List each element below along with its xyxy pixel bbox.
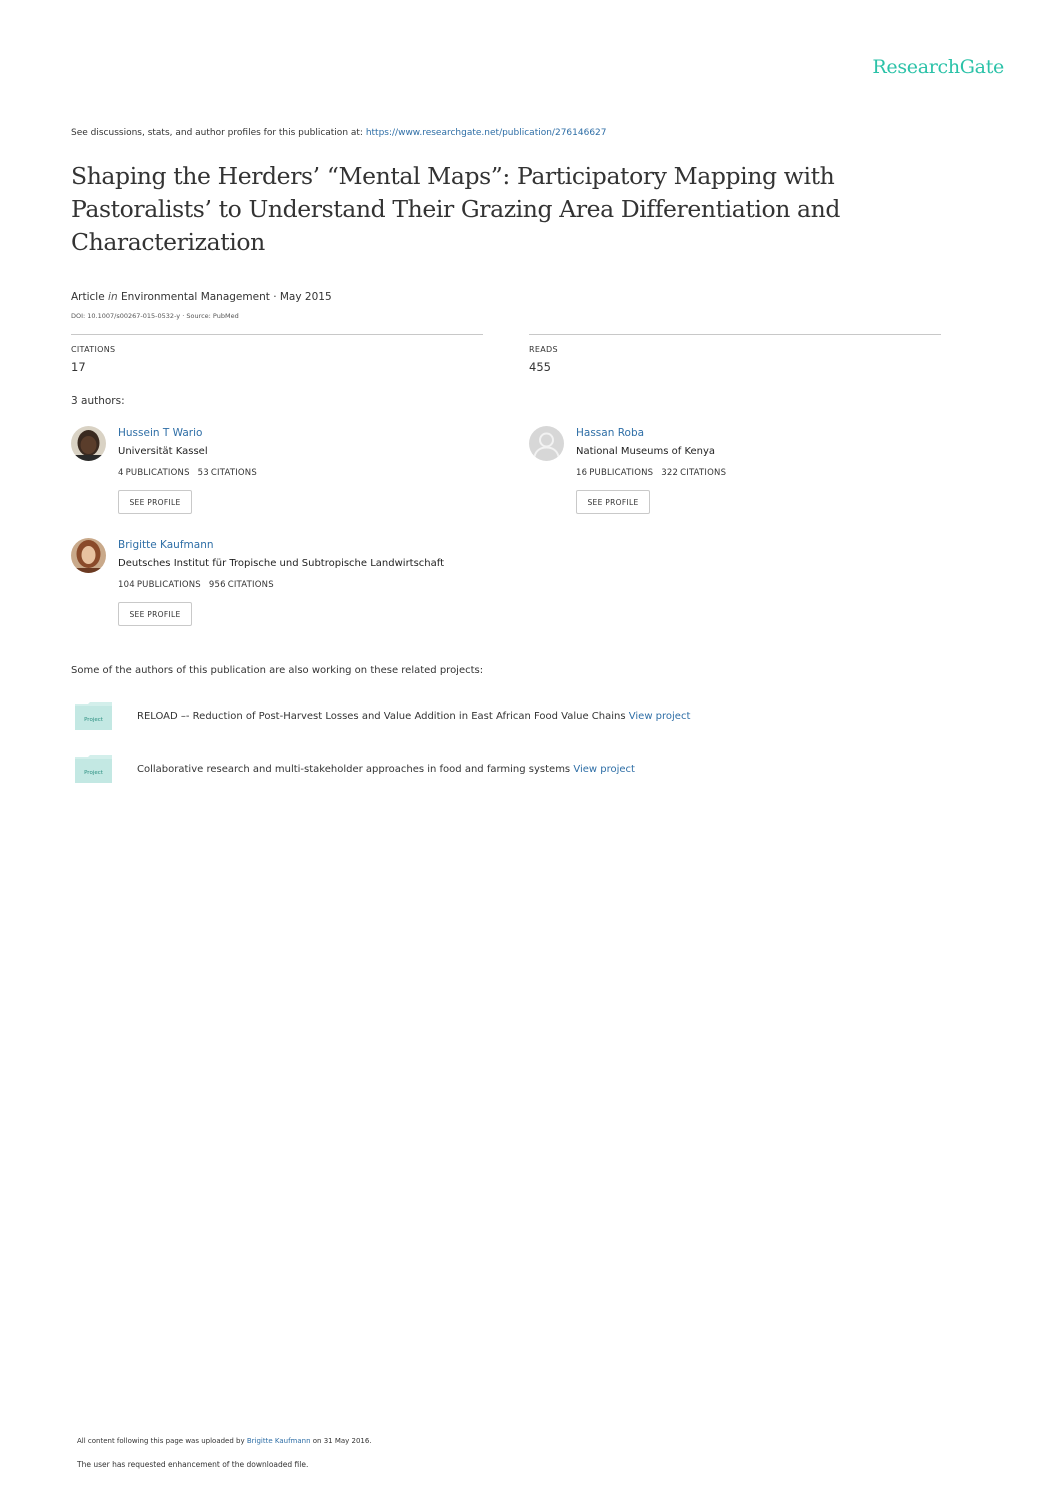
see-profile-button[interactable]: SEE PROFILE [118, 490, 192, 514]
publications-label: PUBLICATIONS [136, 580, 201, 590]
default-avatar-icon[interactable] [529, 426, 564, 461]
upload-note-date: on 31 May 2016. [310, 1437, 372, 1445]
related-project-item [137, 711, 690, 722]
publications-count: 4 [118, 468, 124, 478]
see-profile-button[interactable]: SEE PROFILE [118, 602, 192, 626]
reads-value: 455 [529, 360, 551, 374]
author-photo-icon[interactable] [71, 426, 106, 461]
journal-date: Environmental Management · May 2015 [120, 291, 332, 303]
related-project-item [137, 764, 635, 775]
citations-value: 17 [71, 360, 86, 374]
doi-source: DOI: 10.1007/s00267-015-0532-y · Source: PubMed [71, 312, 239, 320]
citations-label: CITATIONS [71, 345, 116, 354]
citations-count: 956 [208, 580, 226, 590]
citations-label: CITATIONS [227, 580, 274, 590]
uploader-link[interactable]: Brigitte Kaufmann [246, 1437, 311, 1445]
author-stats [118, 580, 274, 590]
related-projects-heading: Some of the authors of this publication are also working on these related projects: [71, 665, 484, 676]
citations-count: 322 [661, 468, 679, 478]
publications-label: PUBLICATIONS [589, 468, 654, 478]
author-name-link[interactable]: Brigitte Kaufmann [118, 539, 214, 551]
author-name-link[interactable]: Hussein T Wario [118, 427, 203, 439]
see-profile-button[interactable]: SEE PROFILE [576, 490, 650, 514]
upload-note-prefix: All content following this page was uploaded by [77, 1437, 247, 1445]
author-name-link[interactable]: Hassan Roba [576, 427, 645, 439]
publication-meta [71, 291, 332, 303]
see-discussions-line [71, 128, 607, 138]
project-folder-icon[interactable] [74, 701, 113, 731]
view-project-link[interactable]: View project [573, 764, 635, 775]
view-project-link[interactable]: View project [628, 711, 691, 722]
citations-label: CITATIONS [210, 468, 257, 478]
publication-title: Shaping the Herders’ “Mental Maps”: Participatory Mapping with Pastoralists’ to Understand Their Grazing Area Differentiation and Characterization [71, 162, 841, 256]
citations-label: CITATIONS [680, 468, 727, 478]
author-photo-icon[interactable] [71, 538, 106, 573]
researchgate-logo[interactable]: ResearchGate [872, 56, 1004, 78]
author-institution: Universität Kassel [118, 446, 208, 457]
citations-count: 53 [197, 468, 209, 478]
reads-label: READS [529, 345, 558, 354]
see-discussions-text: See discussions, stats, and author profiles for this publication at: [71, 128, 366, 138]
divider-left [71, 334, 483, 335]
project-title: RELOAD –- Reduction of Post-Harvest Losses and Value Addition in East African Food Value Chains [137, 711, 629, 722]
project-icon-label: Project [84, 770, 103, 776]
publications-count: 104 [118, 580, 135, 590]
divider-right [529, 334, 941, 335]
project-folder-icon[interactable] [74, 754, 113, 784]
publications-label: PUBLICATIONS [125, 468, 190, 478]
upload-note [77, 1437, 372, 1445]
author-institution: National Museums of Kenya [576, 446, 716, 457]
publication-url-link[interactable]: https://www.researchgate.net/publication/276146627 [365, 128, 607, 138]
project-title: Collaborative research and multi-stakeholder approaches in food and farming systems [137, 764, 574, 775]
authors-heading: 3 authors: [71, 395, 125, 407]
project-icon-label: Project [84, 717, 103, 723]
publication-type: Article [71, 291, 105, 303]
author-stats [118, 468, 257, 478]
publications-count: 16 [576, 468, 588, 478]
author-stats [576, 468, 726, 478]
author-institution: Deutsches Institut für Tropische und Subtropische Landwirtschaft [118, 558, 445, 569]
in-label: in [108, 291, 118, 303]
enhancement-note: The user has requested enhancement of the downloaded file. [77, 1460, 309, 1469]
